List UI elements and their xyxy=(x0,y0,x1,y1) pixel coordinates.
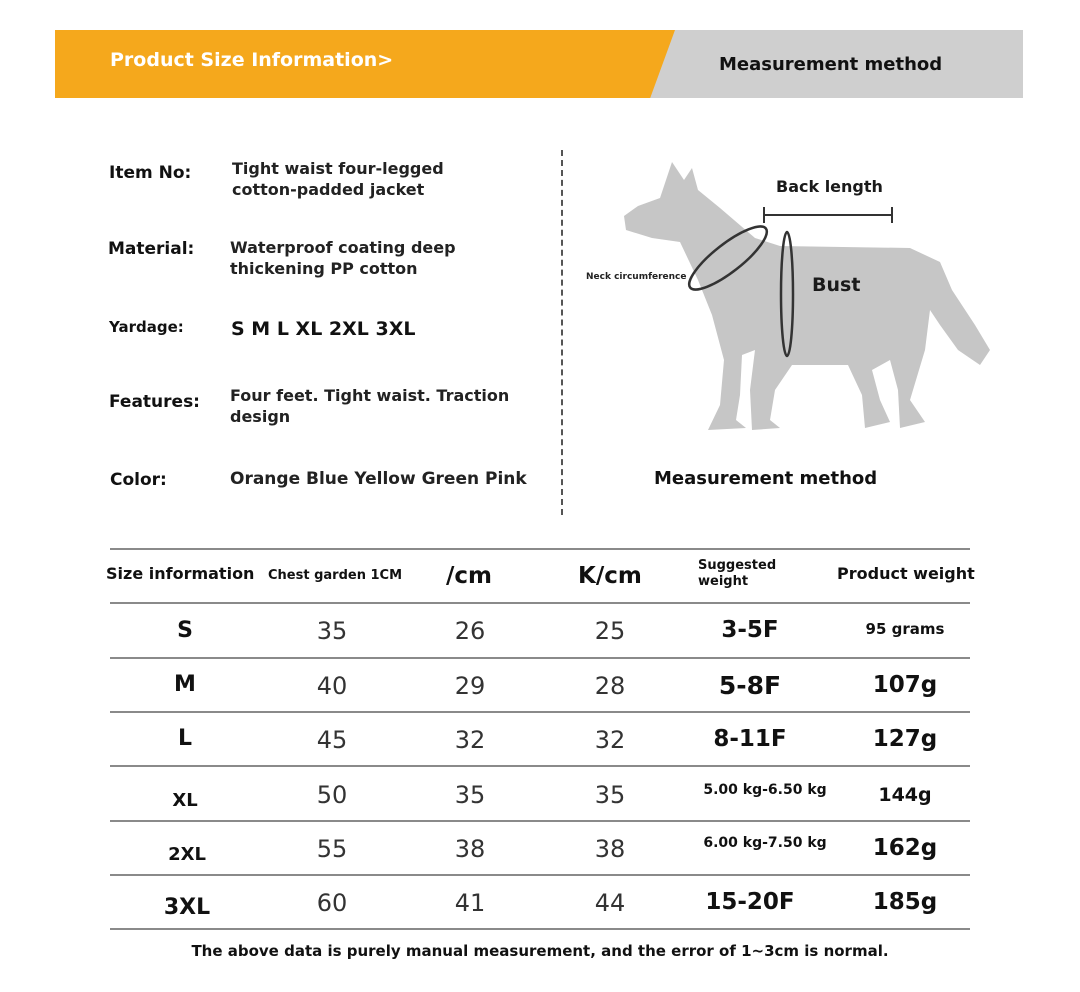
item-no-value xyxy=(232,158,444,200)
item-no-line-1: Tight waist four-legged xyxy=(232,159,444,178)
features-line-2: design xyxy=(230,407,291,426)
row-2xl-kcm: 38 xyxy=(594,835,626,863)
row-l-kcm: 32 xyxy=(594,726,626,754)
table-rule-5 xyxy=(110,820,970,822)
item-no-label: Item No: xyxy=(109,163,192,183)
row-l-chest: 45 xyxy=(316,726,348,754)
row-2xl-size: 2XL xyxy=(168,844,206,865)
dog-silhouette xyxy=(624,162,990,430)
material-value xyxy=(230,237,456,279)
row-3xl-product-weight: 185g xyxy=(872,889,938,915)
row-xl-size: XL xyxy=(172,790,198,811)
measurement-method-caption: Measurement method xyxy=(654,468,878,489)
yardage-label: Yardage: xyxy=(109,318,184,336)
color-label: Color: xyxy=(110,470,167,490)
row-2xl-suggested: 6.00 kg-7.50 kg xyxy=(703,835,827,851)
row-l-size: L xyxy=(177,726,193,751)
neck-circumference-label: Neck circumference xyxy=(586,272,687,282)
row-3xl-suggested: 15-20F xyxy=(705,889,795,915)
row-m-cm: 29 xyxy=(454,672,486,700)
header-banner xyxy=(55,30,1023,98)
back-length-label: Back length xyxy=(776,177,883,196)
row-3xl-chest: 60 xyxy=(316,889,348,917)
row-3xl-size: 3XL xyxy=(163,895,211,920)
row-m-product-weight: 107g xyxy=(872,672,938,698)
row-s-size: S xyxy=(177,618,193,643)
table-bottom-rule xyxy=(110,928,970,930)
row-xl-chest: 50 xyxy=(316,781,348,809)
row-m-chest: 40 xyxy=(316,672,348,700)
row-s-product-weight: 95 grams xyxy=(865,620,945,638)
table-rule-2 xyxy=(110,657,970,659)
table-rule-4 xyxy=(110,765,970,767)
color-value: Orange Blue Yellow Green Pink xyxy=(230,469,527,489)
header-chest: Chest garden 1CM xyxy=(268,568,403,583)
header-product-weight: Product weight xyxy=(837,564,975,583)
header-suggested-line-2: weight xyxy=(698,574,749,589)
header-suggested-weight xyxy=(698,558,776,590)
bust-label: Bust xyxy=(812,274,861,296)
row-m-size: M xyxy=(174,672,196,697)
features-value xyxy=(230,385,509,427)
row-xl-suggested: 5.00 kg-6.50 kg xyxy=(703,782,827,798)
item-no-line-2: cotton-padded jacket xyxy=(232,180,425,199)
row-xl-product-weight: 144g xyxy=(878,784,932,806)
row-m-kcm: 28 xyxy=(594,672,626,700)
header-kcm: K/cm xyxy=(578,563,642,589)
header-cm: /cm xyxy=(446,563,492,589)
banner-measurement-title: Measurement method xyxy=(719,54,943,75)
row-s-chest: 35 xyxy=(316,617,348,645)
row-s-cm: 26 xyxy=(454,617,486,645)
row-l-suggested: 8-11F xyxy=(713,726,787,752)
features-label: Features: xyxy=(109,392,200,412)
row-2xl-cm: 38 xyxy=(454,835,486,863)
row-2xl-product-weight: 162g xyxy=(872,835,938,861)
row-m-suggested: 5-8F xyxy=(718,671,782,700)
row-l-cm: 32 xyxy=(454,726,486,754)
table-rule-3 xyxy=(110,711,970,713)
yardage-value: S M L XL 2XL 3XL xyxy=(231,318,416,340)
row-s-suggested: 3-5F xyxy=(721,617,779,643)
row-xl-cm: 35 xyxy=(454,781,486,809)
material-line-2: thickening PP cotton xyxy=(230,259,418,278)
header-suggested-line-1: Suggested xyxy=(698,558,777,573)
banner-title: Product Size Information> xyxy=(110,49,394,71)
features-line-1: Four feet. Tight waist. Traction xyxy=(230,386,510,405)
material-line-1: Waterproof coating deep xyxy=(230,238,456,257)
row-xl-kcm: 35 xyxy=(594,781,626,809)
header-size: Size information xyxy=(106,564,255,583)
vertical-dashed-divider xyxy=(561,150,563,515)
row-l-product-weight: 127g xyxy=(872,726,938,752)
material-label: Material: xyxy=(108,239,195,259)
row-2xl-chest: 55 xyxy=(316,835,348,863)
footnote: The above data is purely manual measurement, and the error of 1~3cm is normal. xyxy=(191,942,889,960)
table-rule-1 xyxy=(110,602,970,604)
table-top-rule xyxy=(110,548,970,550)
table-rule-6 xyxy=(110,874,970,876)
row-3xl-cm: 41 xyxy=(454,889,486,917)
row-3xl-kcm: 44 xyxy=(594,889,626,917)
row-s-kcm: 25 xyxy=(594,617,626,645)
